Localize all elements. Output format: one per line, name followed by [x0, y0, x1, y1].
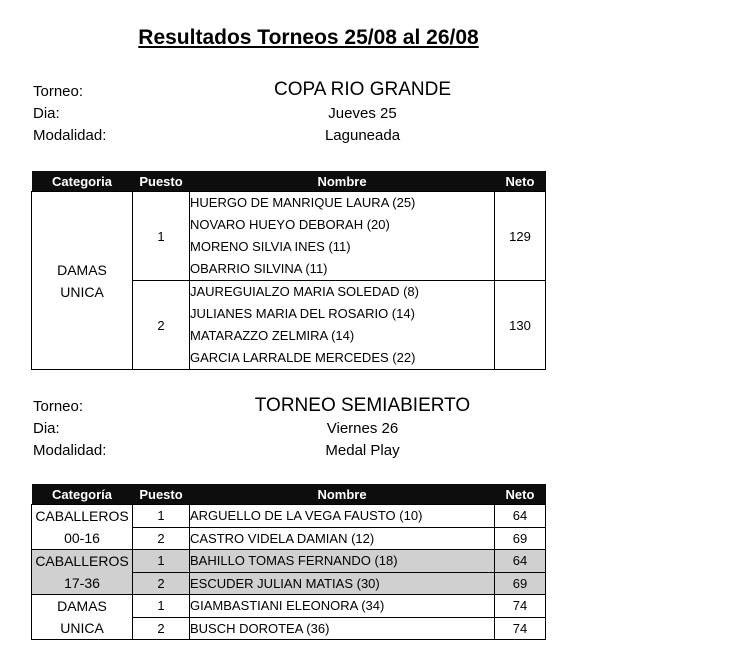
player-name: BUSCH DOROTEA (36) [190, 617, 495, 640]
position-cell: 2 [133, 281, 190, 370]
position-cell: 2 [133, 527, 190, 550]
tournament-day-1: Jueves 25 [328, 105, 397, 122]
category-cell [32, 595, 133, 640]
category-line: UNICA [60, 620, 104, 636]
header-neto: Neto [495, 171, 546, 192]
neto-cell: 130 [495, 281, 546, 370]
table-row [32, 192, 546, 281]
tournament-name-2: TORNEO SEMIABIERTO [254, 395, 471, 416]
neto-cell: 64 [495, 505, 546, 528]
player-name: BAHILLO TOMAS FERNANDO (18) [190, 550, 495, 573]
player-name: MORENO SILVIA INES (11) [190, 239, 351, 254]
tournament-name-1: COPA RIO GRANDE [273, 79, 451, 100]
header-puesto: Puesto [133, 484, 190, 505]
player-name: GARCIA LARRALDE MERCEDES (22) [190, 350, 416, 365]
modalidad-label-2: Modalidad: [33, 442, 107, 459]
neto-cell: 69 [495, 572, 546, 595]
player-name: JULIANES MARIA DEL ROSARIO (14) [190, 306, 415, 321]
position-cell: 2 [133, 572, 190, 595]
neto-cell: 129 [495, 192, 546, 281]
dia-label-1: Dia: [33, 105, 60, 122]
category-line: UNICA [60, 283, 104, 300]
player-name: OBARRIO SILVINA (11) [190, 261, 328, 276]
category-line: DAMAS [57, 598, 107, 614]
category-line: CABALLEROS [35, 553, 129, 569]
header-nombre: Nombre [190, 171, 495, 192]
neto-cell: 69 [495, 527, 546, 550]
category-cell [32, 505, 133, 550]
dia-label-2: Dia: [33, 420, 60, 437]
results-table-2 [31, 484, 546, 640]
names-cell [190, 192, 495, 281]
table-row [32, 595, 546, 618]
table-row [32, 505, 546, 528]
player-name: JAUREGUIALZO MARIA SOLEDAD (8) [190, 284, 419, 299]
player-name: MATARAZZO ZELMIRA (14) [190, 328, 355, 343]
table-row [32, 550, 546, 573]
torneo-label-2: Torneo: [33, 398, 84, 415]
category-line: CABALLEROS [35, 508, 129, 524]
category-line: 17-36 [64, 575, 100, 591]
neto-cell: 74 [495, 617, 546, 640]
player-name: GIAMBASTIANI ELEONORA (34) [190, 595, 495, 618]
position-cell: 1 [133, 550, 190, 573]
player-name: ARGUELLO DE LA VEGA FAUSTO (10) [190, 505, 495, 528]
category-cell [32, 550, 133, 595]
category-line: DAMAS [57, 261, 107, 278]
header-puesto: Puesto [133, 171, 190, 192]
header-neto: Neto [495, 484, 546, 505]
torneo-label-1: Torneo: [33, 83, 84, 100]
tournament-day-2: Viernes 26 [326, 420, 399, 437]
player-name: HUERGO DE MANRIQUE LAURA (25) [190, 195, 416, 210]
table-header-row [32, 171, 546, 192]
names-cell [190, 281, 495, 370]
tournament-mode-2: Medal Play [325, 442, 400, 459]
modalidad-label-1: Modalidad: [33, 127, 107, 144]
player-name: CASTRO VIDELA DAMIAN (12) [190, 527, 495, 550]
position-cell: 1 [133, 595, 190, 618]
position-cell: 1 [133, 505, 190, 528]
category-cell [32, 192, 133, 370]
header-categoria: Categoria [32, 171, 133, 192]
header-nombre: Nombre [190, 484, 495, 505]
results-table-1 [31, 171, 546, 370]
neto-cell: 64 [495, 550, 546, 573]
position-cell: 1 [133, 192, 190, 281]
player-name: NOVARO HUEYO DEBORAH (20) [190, 217, 390, 232]
neto-cell: 74 [495, 595, 546, 618]
position-cell: 2 [133, 617, 190, 640]
player-name: ESCUDER JULIAN MATIAS (30) [190, 572, 495, 595]
header-categoria: Categoría [32, 484, 133, 505]
tournament-mode-1: Laguneada [324, 127, 401, 144]
page-title: Resultados Torneos 25/08 al 26/08 [138, 26, 479, 49]
table-header-row [32, 484, 546, 505]
category-line: 00-16 [64, 530, 100, 546]
